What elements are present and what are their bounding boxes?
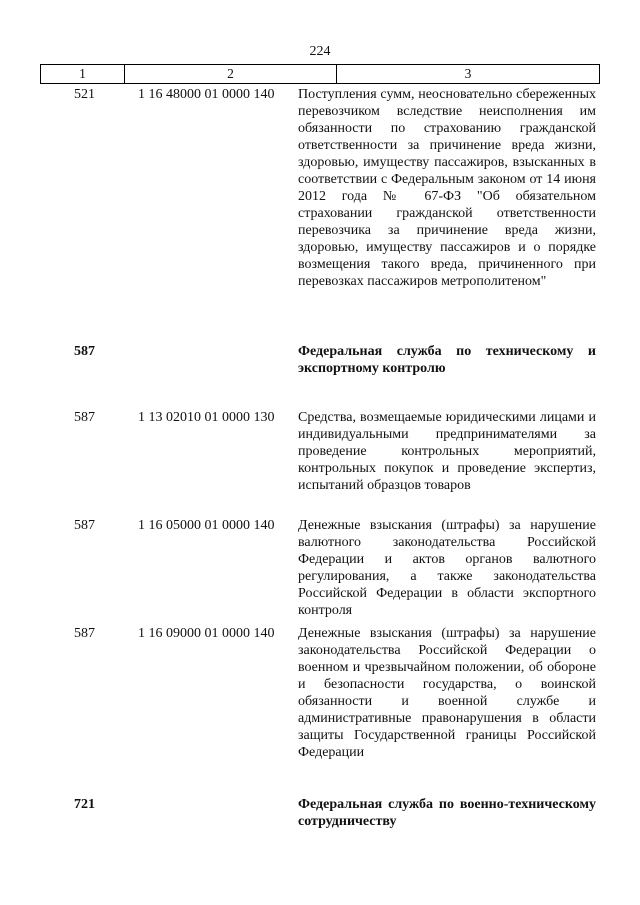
- table-header-row: [40, 64, 600, 84]
- column-header-1: 1: [41, 65, 125, 83]
- column-header-2: 2: [125, 65, 337, 83]
- budget-classification-code: 1 16 09000 01 0000 140: [138, 626, 275, 641]
- budget-classification-code: 1 16 05000 01 0000 140: [138, 518, 275, 533]
- admin-code: 521: [74, 87, 95, 102]
- budget-classification-code: 1 13 02010 01 0000 130: [138, 410, 275, 425]
- column-header-3: 3: [464, 66, 472, 81]
- revenue-name: Денежные взыскания (штрафы) за нарушение законодательства Российской Федерации о военном и чрезвычайном положении, об обороне и безопасности государства, о воинской обязанности и военной службе и административные правонарушения в области защиты Государственной границы Российской Федерации: [298, 626, 596, 760]
- admin-code: 721: [74, 797, 95, 812]
- administrator-name: Федеральная служба по техническому и экспортному контролю: [298, 344, 596, 376]
- revenue-name: Денежные взыскания (штрафы) за нарушение валютного законодательства Российской Федерации и актов органов валютного регулирования, а также законодательства Российской Федерации в области экспортного контроля: [298, 518, 596, 618]
- budget-classification-code: 1 16 48000 01 0000 140: [138, 87, 275, 102]
- page-number: 224: [309, 44, 331, 59]
- admin-code: 587: [74, 344, 95, 359]
- admin-code: 587: [74, 626, 95, 641]
- revenue-name: Средства, возмещаемые юридическими лицами и индивидуальными предпринимателями за проведение контрольных мероприятий, контрольных покупок и проведение экспертиз, испытаний образцов товаров: [298, 410, 596, 493]
- revenue-name: Поступления сумм, неосновательно сбереженных перевозчиком вследствие неисполнения им обязанности по страхованию гражданской ответственности за причинение вреда жизни, здоровью, имуществу пассажиров, взысканных в соответствии с Федеральным законом от 14 июня 2012 года № 67-ФЗ "Об обязательном страховании гражданской ответственности перевозчика за причинение вреда жизни, здоровью, имуществу пассажиров и о порядке возмещения такого вреда, причиненного при перевозках пассажиров метрополитеном": [298, 87, 596, 289]
- admin-code: 587: [74, 410, 95, 425]
- admin-code: 587: [74, 518, 95, 533]
- administrator-name: Федеральная служба по военно-техническому сотрудничеству: [298, 797, 596, 829]
